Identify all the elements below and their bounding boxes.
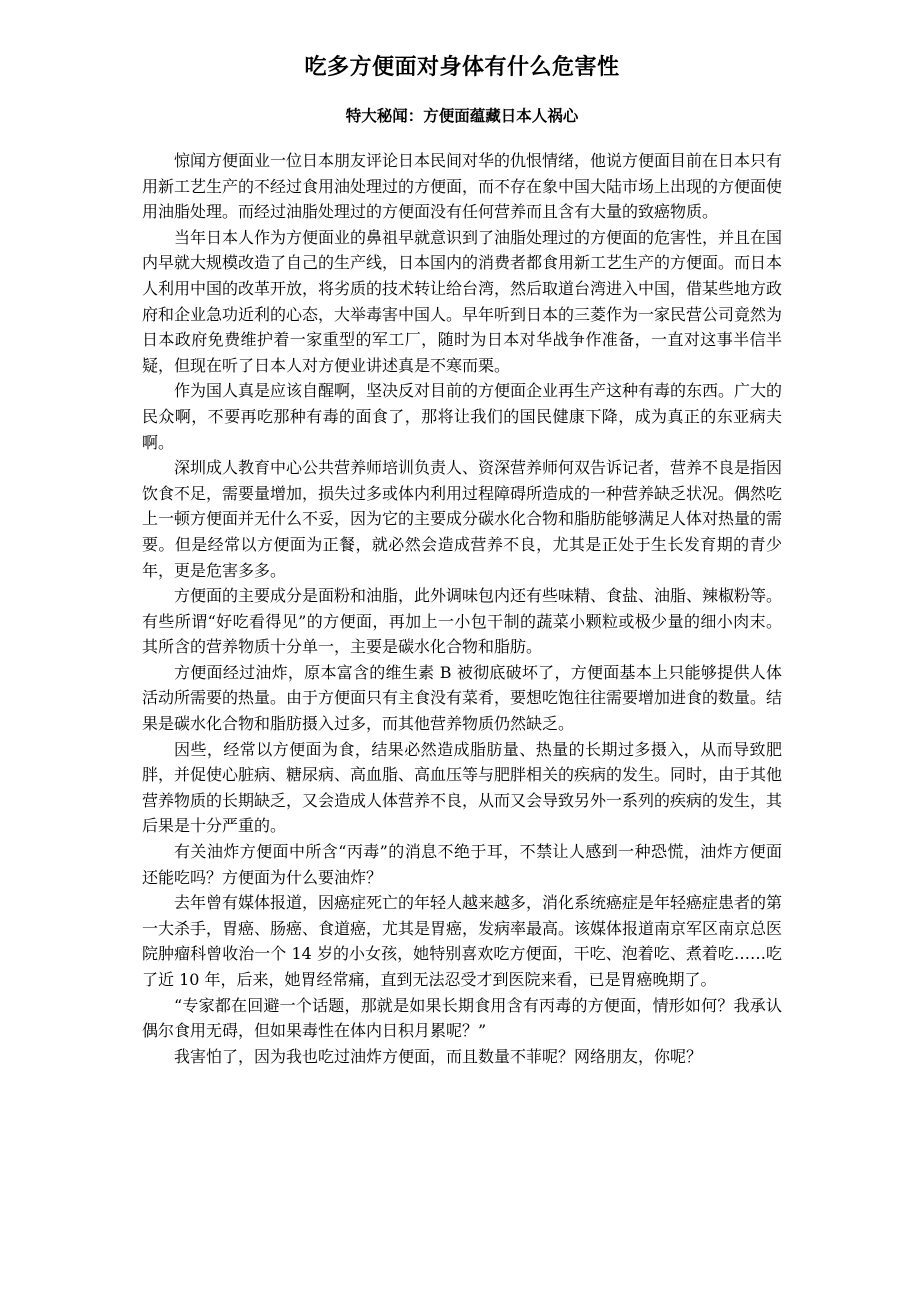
page-title: 吃多方便面对身体有什么危害性	[304, 55, 620, 80]
document-page	[142, 52, 782, 1069]
paragraph-2: 当年日本人作为方便面业的鼻祖早就意识到了油脂处理过的方便面的危害性，并且在国内早就大规模改造了自己的生产线，日本国内的消费者都食用新工艺生产的方便面。而日本人利用中国的改革开放，将劣质的技术转让给台湾，然后取道台湾进入中国，借某些地方政府和企业急功近利的心态，大举毒害中国人。早年听到日本的三菱作为一家民营公司竟然为日本政府免费维护着一家重型的军工厂，随时为日本对华战争作准备，一直对这事半信半疑，但现在听了日本人对方便业讲述真是不寒而栗。	[142, 227, 783, 375]
paragraph-6: 方便面经过油炸，原本富含的维生素 B 被彻底破坏了，方便面基本上只能够提供人体活动所需要的热量。由于方便面只有主食没有菜肴，要想吃饱往往需要增加进食的数量。结果是碳水化合物和脂肪摄入过多，而其他营养物质仍然缺乏。	[142, 662, 783, 734]
paragraph-11: 我害怕了，因为我也吃过油炸方便面，而且数量不菲呢？网络朋友，你呢？	[174, 1046, 703, 1066]
paragraph-1: 惊闻方便面业一位日本朋友评论日本民间对华的仇恨情绪，他说方便面目前在日本只有用新工艺生产的不经过食用油处理过的方便面，而不存在象中国大陆市场上出现的方便面使用油脂处理。而经过油脂处理过的方便面没有任何营养而且含有大量的致癌物质。	[142, 151, 783, 222]
paragraph-4: 深圳成人教育中心公共营养师培训负责人、资深营养师何双告诉记者，营养不良是指因饮食不足，需要量增加，损失过多或体内利用过程障碍所造成的一种营养缺乏状况。偶然吃上一顿方便面并无什么不妥，因为它的主要成分碳水化合物和脂肪能够满足人体对热量的需要。但是经常以方便面为正餐，就必然会造成营养不良，尤其是正处于生长发育期的青少年，更是危害多多。	[142, 458, 783, 580]
paragraph-5: 方便面的主要成分是面粉和油脂，此外调味包内还有些味精、食盐、油脂、辣椒粉等。有些所谓“好吃看得见”的方便面，再加上一小包干制的蔬菜小颗粒或极少量的细小肉末。其所含的营养物质十分单一，主要是碳水化合物和脂肪。	[142, 586, 783, 657]
paragraph-9: 去年曾有媒体报道，因癌症死亡的年轻人越来越多，消化系统癌症是年轻癌症患者的第一大杀手，胃癌、肠癌、食道癌，尤其是胃癌，发病率最高。该媒体报道南京军区南京总医院肿瘤科曾收治一个 14 岁的小女孩，她特别喜欢吃方便面，干吃、泡着吃、煮着吃……吃了近 10 年，后来，她胃经常痛，直到无法忍受才到医院来看，已是胃癌晚期了。	[142, 893, 783, 989]
paragraph-7: 因些，经常以方便面为食，结果必然造成脂肪量、热量的长期过多摄入，从而导致肥胖，并促使心脏病、糖尿病、高血脂、高血压等与肥胖相关的疾病的发生。同时，由于其他营养物质的长期缺乏，又会造成人体营养不良，从而又会导致另外一系列的疾病的发生，其后果是十分严重的。	[142, 739, 783, 836]
paragraph-8: 有关油炸方便面中所含“丙毒”的消息不绝于耳，不禁让人感到一种恐慌，油炸方便面还能吃吗？方便面为什么要油炸？	[142, 842, 782, 887]
article-body	[142, 148, 782, 1069]
paragraph-3: 作为国人真是应该自醒啊，坚决反对目前的方便面企业再生产这种有毒的东西。广大的民众啊，不要再吃那种有毒的面食了，那将让我们的国民健康下降，成为真正的东亚病夫啊。	[142, 381, 783, 452]
page-subtitle: 特大秘闻：方便面蕴藏日本人祸心	[345, 107, 579, 125]
paragraph-10: “专家都在回避一个话题，那就是如果长期食用含有丙毒的方便面，情形如何？我承认偶尔食用无碍，但如果毒性在体内日积月累呢？”	[142, 995, 782, 1041]
